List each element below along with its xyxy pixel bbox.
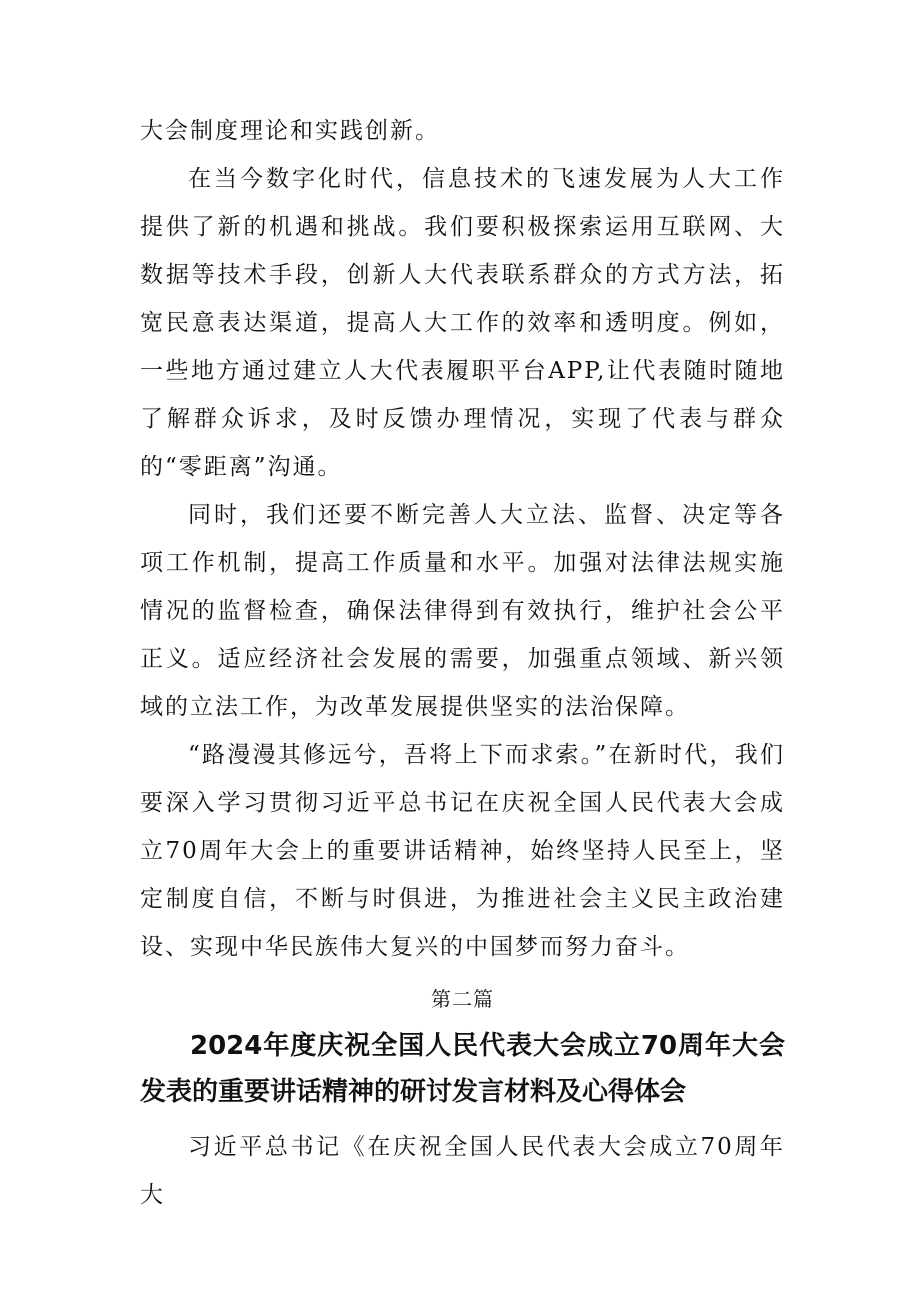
paragraph-work-mechanism: 同时，我们还要不断完善人大立法、监督、决定等各项工作机制，提高工作质量和水平。加强对法律法规实施情况的监督检查，确保法律得到有效执行，维护社会公平正义。适应经济社会发展的需要，加强重点领域、新兴领域的立法工作，为改革发展提供坚实的法治保障。 — [140, 502, 785, 720]
paragraph-intro: 习近平总书记《在庆祝全国人民代表大会成立70周年大 — [140, 1134, 785, 1208]
paragraph-conclusion: “路漫漫其修远兮，吾将上下而求索。”在新时代，我们要深入学习贯彻习近平总书记在庆祝全国人民代表大会成立70周年大会上的重要讲话精神，始终坚持人民至上，坚定制度自信，不断与时俱进，为推进社会主义民主政治建设、实现中华民族伟大复兴的中国梦而努力奋斗。 — [140, 742, 785, 960]
section-title: 2024年度庆祝全国人民代表大会成立70周年大会发表的重要讲话精神的研讨发言材料及心得体会 — [140, 1031, 785, 1107]
section-label: 第二篇 — [431, 987, 494, 1011]
paragraph-continuation: 大会制度理论和实践创新。 — [140, 118, 440, 144]
document-body — [140, 107, 785, 1219]
paragraph-digital-era: 在当今数字化时代，信息技术的飞速发展为人大工作提供了新的机遇和挑战。我们要积极探索运用互联网、大数据等技术手段，创新人大代表联系群众的方式方法，拓宽民意表达渠道，提高人大工作的效率和透明度。例如，一些地方通过建立人大代表履职平台APP,让代表随时随地了解群众诉求，及时反馈办理情况，实现了代表与群众的“零距离”沟通。 — [140, 166, 785, 480]
